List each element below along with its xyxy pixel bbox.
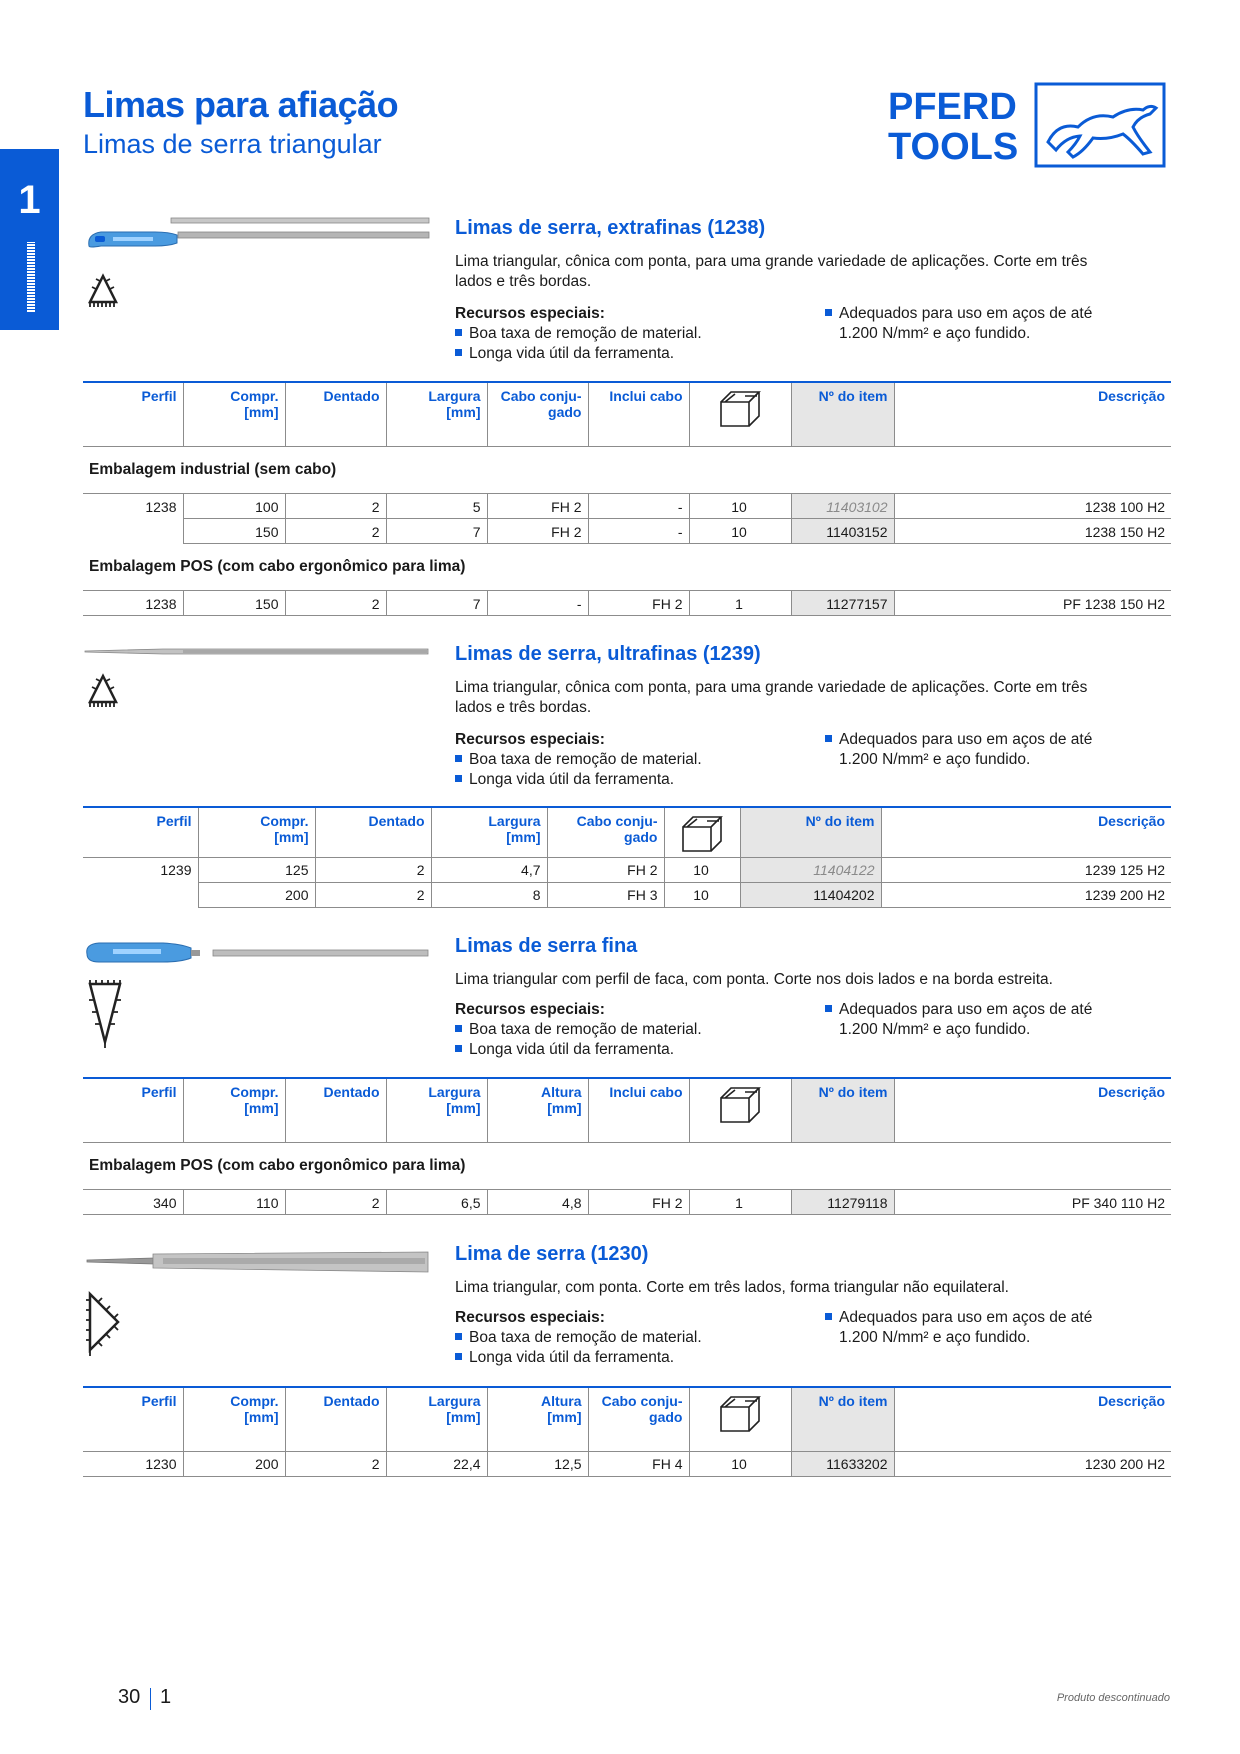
product-table: [83, 806, 1171, 908]
col-altura: Altura [mm]: [487, 1387, 588, 1451]
box-icon: [717, 388, 761, 428]
col-dentado: Dentado: [315, 807, 431, 857]
features-heading: Recursos especiais:: [455, 305, 605, 322]
col-item-no: Nº do item: [791, 382, 894, 446]
section-title: Limas de serra fina: [455, 935, 638, 957]
feature-item: Longa vida útil da ferramenta.: [455, 770, 674, 790]
col-item-no: Nº do item: [740, 807, 881, 857]
col-cabo: Cabo conju- gado: [547, 807, 664, 857]
package-label: Embalagem POS (com cabo ergonômico para lima): [89, 558, 466, 575]
package-label: Embalagem industrial (sem cabo): [89, 461, 337, 478]
table-row: 1238 150 2 7 - FH 2 1 11277157 PF 1238 150 H2: [83, 591, 1171, 616]
section-title: Limas de serra, ultrafinas (1239): [455, 643, 761, 665]
col-descricao: Descrição: [1098, 388, 1165, 404]
col-cabo: Cabo conju- gado: [487, 382, 588, 446]
col-perfil: Perfil: [83, 807, 198, 857]
feature-item: Boa taxa de remoção de material.: [455, 750, 702, 770]
col-largura: Largura [mm]: [386, 382, 487, 446]
item-number: 11403102: [791, 494, 894, 519]
col-dentado: Dentado: [285, 382, 386, 446]
table-row: 1230 200 2 22,4 12,5 FH 4 10 11633202 1230 200 H2: [83, 1451, 1171, 1476]
product-table: [83, 381, 1171, 447]
table-row: 200 2 8 FH 3 10 11404202 1239 200 H2: [83, 882, 1171, 907]
feature-item-cont: 1.200 N/mm² e aço fundido.: [839, 1021, 1031, 1038]
section-title: Lima de serra (1230): [455, 1243, 649, 1265]
col-package: [689, 1387, 791, 1451]
item-number: 11633202: [791, 1451, 894, 1476]
feature-item: Longa vida útil da ferramenta.: [455, 1040, 674, 1060]
page-number: 30: [118, 1686, 141, 1708]
file-image: [83, 1244, 433, 1278]
box-icon: [717, 1084, 761, 1124]
bullet-icon: [455, 349, 462, 356]
feature-item: Adequados para uso em aços de até: [825, 1308, 1092, 1328]
feature-item-cont: 1.200 N/mm² e aço fundido.: [839, 325, 1031, 342]
bullet-icon: [825, 1005, 832, 1012]
bullet-icon: [455, 1333, 462, 1340]
knife-profile-icon: [86, 980, 126, 1050]
col-inclui-cabo: Inclui cabo: [588, 382, 689, 446]
col-perfil: Perfil: [83, 1387, 183, 1451]
footer-chapter: 1: [160, 1686, 172, 1708]
feature-item-cont: 1.200 N/mm² e aço fundido.: [839, 1329, 1031, 1346]
col-compr: Compr. [mm]: [183, 1078, 285, 1142]
feature-item: Longa vida útil da ferramenta.: [455, 1348, 674, 1368]
col-compr: Compr. [mm]: [198, 807, 315, 857]
feature-item-cont: 1.200 N/mm² e aço fundido.: [839, 751, 1031, 768]
item-number: 11277157: [791, 591, 894, 616]
triangle-profile-icon: [86, 1290, 126, 1358]
bullet-icon: [455, 329, 462, 336]
col-dentado: Dentado: [285, 1078, 386, 1142]
logo-text-tools: TOOLS: [888, 126, 1019, 168]
col-compr: Compr. [mm]: [183, 1387, 285, 1451]
file-with-handle-image: [83, 210, 433, 258]
section-description: Lima triangular, cônica com ponta, para uma grande variedade de aplicações. Corte em três lados e três bordas.: [455, 679, 1088, 716]
chapter-number: 1: [18, 178, 41, 222]
col-descricao: Descrição: [1098, 813, 1165, 829]
item-number: 11404122: [740, 857, 881, 882]
triangle-profile-icon: [86, 672, 120, 710]
triangle-profile-icon: [86, 272, 120, 310]
col-perfil: Perfil: [83, 382, 183, 446]
file-image: [83, 645, 433, 659]
col-descricao: Descrição: [1098, 1084, 1165, 1100]
feature-item: Adequados para uso em aços de até: [825, 1000, 1092, 1020]
bullet-icon: [455, 1045, 462, 1052]
bullet-icon: [825, 309, 832, 316]
feature-item: Boa taxa de remoção de material.: [455, 324, 702, 344]
box-icon: [717, 1393, 761, 1433]
bullet-icon: [825, 735, 832, 742]
section-description: Lima triangular, cônica com ponta, para uma grande variedade de aplicações. Corte em três lados e três bordas.: [455, 253, 1088, 290]
file-with-handle-image: [83, 934, 433, 968]
product-table: [83, 1077, 1171, 1143]
file-icon: [27, 242, 35, 312]
package-label: Embalagem POS (com cabo ergonômico para lima): [89, 1157, 466, 1174]
col-dentado: Dentado: [285, 1387, 386, 1451]
col-descricao: Descrição: [1098, 1393, 1165, 1409]
page-subtitle: Limas de serra triangular: [83, 129, 382, 159]
col-compr: Compr. [mm]: [183, 382, 285, 446]
section-title: Limas de serra, extrafinas (1238): [455, 217, 766, 239]
col-package: [689, 1078, 791, 1142]
item-number: 11403152: [791, 519, 894, 544]
section-description: Lima triangular com perfil de faca, com ponta. Corte nos dois lados e na borda estreita.: [455, 971, 1053, 988]
product-table-rows: [83, 1189, 1171, 1215]
pferd-logo: [888, 82, 1170, 168]
bullet-icon: [825, 1313, 832, 1320]
col-altura: Altura [mm]: [487, 1078, 588, 1142]
feature-item: Longa vida útil da ferramenta.: [455, 344, 674, 364]
product-table-rows: [83, 590, 1171, 616]
col-perfil: Perfil: [83, 1078, 183, 1142]
product-table: [83, 1386, 1171, 1477]
section-description: Lima triangular, com ponta. Corte em três lados, forma triangular não equilateral.: [455, 1279, 1009, 1296]
col-package: [689, 382, 791, 446]
col-largura: Largura [mm]: [386, 1387, 487, 1451]
page-title: Limas para afiação: [83, 84, 399, 125]
feature-item: Adequados para uso em aços de até: [825, 304, 1092, 324]
bullet-icon: [455, 1353, 462, 1360]
footer-divider: [150, 1688, 151, 1710]
col-largura: Largura [mm]: [386, 1078, 487, 1142]
features-heading: Recursos especiais:: [455, 1309, 605, 1326]
feature-item: Boa taxa de remoção de material.: [455, 1328, 702, 1348]
features-heading: Recursos especiais:: [455, 1001, 605, 1018]
table-row: 1239 125 2 4,7 FH 2 10 11404122 1239 125 H2: [83, 857, 1171, 882]
product-table-rows: [83, 493, 1171, 544]
table-row: 1238 100 2 5 FH 2 - 10 11403102 1238 100 H2: [83, 494, 1171, 519]
item-number: 11404202: [740, 882, 881, 907]
col-item-no: Nº do item: [791, 1387, 894, 1451]
col-item-no: Nº do item: [791, 1078, 894, 1142]
col-package: [664, 807, 740, 857]
bullet-icon: [455, 1025, 462, 1032]
item-number: 11279118: [791, 1190, 894, 1215]
features-heading: Recursos especiais:: [455, 731, 605, 748]
col-inclui-cabo: Inclui cabo: [588, 1078, 689, 1142]
table-row: 340 110 2 6,5 4,8 FH 2 1 11279118 PF 340 110 H2: [83, 1190, 1171, 1215]
logo-text-pferd: PFERD: [888, 86, 1017, 128]
bullet-icon: [455, 775, 462, 782]
feature-item: Adequados para uso em aços de até: [825, 730, 1092, 750]
table-row: 150 2 7 FH 2 - 10 11403152 1238 150 H2: [83, 519, 1171, 544]
col-largura: Largura [mm]: [431, 807, 547, 857]
col-cabo: Cabo conju- gado: [588, 1387, 689, 1451]
feature-item: Boa taxa de remoção de material.: [455, 1020, 702, 1040]
box-icon: [679, 813, 723, 853]
bullet-icon: [455, 755, 462, 762]
discontinued-note: Produto descontinuado: [1056, 1692, 1170, 1704]
